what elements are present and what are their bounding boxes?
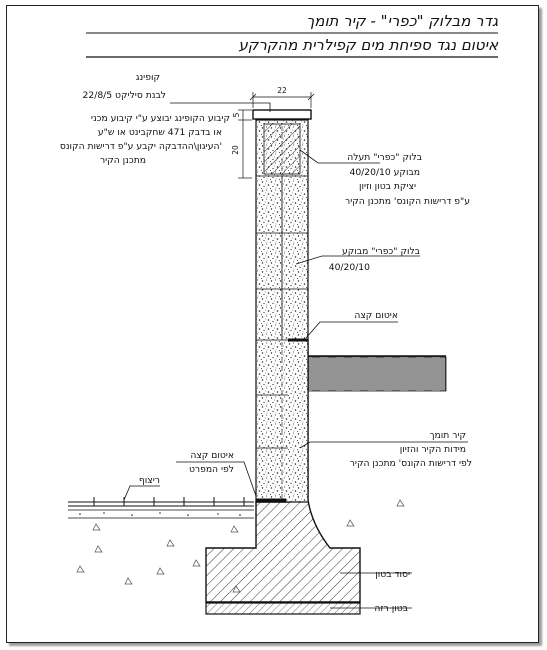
label-seal-edge-top: איטום קצה	[354, 310, 398, 321]
label-block-top-3: יציקת בטון וזיון	[359, 181, 416, 192]
label-lean-concrete: בטון רזה	[374, 603, 408, 614]
label-retaining-wall-2: מידות הקיר והזיון	[399, 444, 466, 455]
label-block-mid-2: 40/20/10	[328, 262, 370, 273]
label-coping-note-1: קיבוע הקופינג יבוצע ע"י קיבוע מכני	[90, 113, 230, 124]
label-coping-1: קופינג	[135, 72, 160, 83]
label-block-mid-1: בלוק "כפרי" מבוקע	[341, 246, 420, 257]
label-seal-edge-bottom-1: איטום קצה	[190, 450, 234, 461]
label-retaining-wall-1: קיר תומך	[429, 430, 466, 441]
label-foundation: יסוד בטון	[375, 569, 410, 580]
label-coping-2: לבנת סיליקט 22/8/5	[82, 90, 166, 101]
dim-top: 5	[232, 112, 241, 118]
label-retaining-wall-3: לפי דרישות הקונס' מתכנן הקיר	[349, 458, 472, 469]
lean-concrete-layer	[206, 603, 360, 614]
paving-layer	[68, 497, 254, 518]
label-block-top-1: בלוק "כפרי" תעלה	[347, 152, 422, 163]
title-line-2: איטום נגד ספיחת מים קפילרית מהקרקע	[238, 36, 498, 54]
label-seal-edge-bottom-2: לפי המפרט	[188, 464, 234, 475]
label-coping-note-4: מתכנן הקיר	[99, 155, 146, 166]
coping-brick	[253, 110, 311, 119]
label-block-top-2: מבוקע 40/20/10	[349, 167, 420, 178]
label-block-top-4: ע"פ דרישות הקונס' מתכנן הקיר	[345, 196, 470, 207]
backfill-soil	[308, 357, 446, 391]
label-paving: ריצוף	[138, 475, 160, 486]
label-coping-note-2: או בדבק 471 שחקבינט או ש"ע	[97, 127, 222, 138]
title-line-1: גדר מבלוק "כפרי" - קיר תומך	[306, 12, 498, 30]
dim-block: 20	[231, 145, 240, 155]
dim-width: 22	[277, 86, 287, 95]
label-coping-note-3: העיגון\ההדבקה יקבע ע"פ דרישות הקונס'	[59, 141, 222, 152]
